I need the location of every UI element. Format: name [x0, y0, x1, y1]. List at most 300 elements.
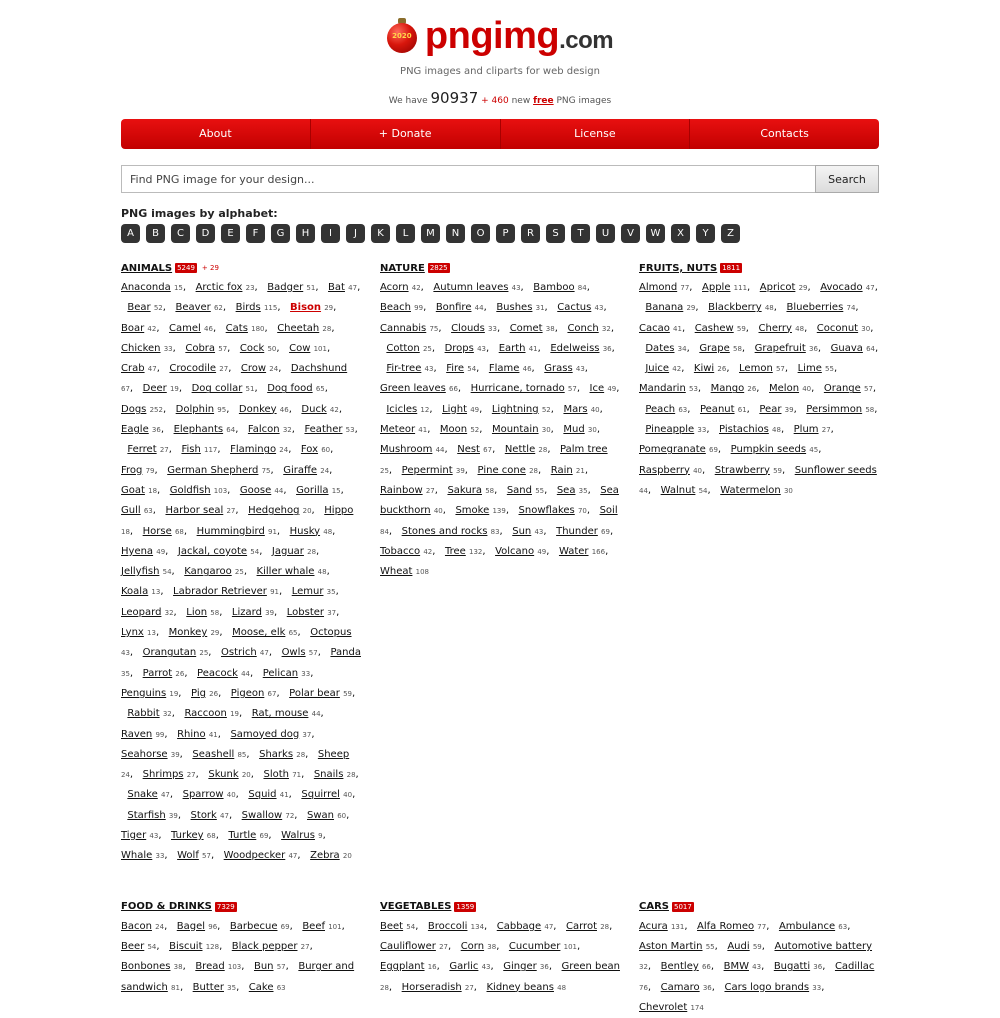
item-link[interactable]: Cobra — [185, 342, 216, 354]
item-link[interactable]: Rain — [550, 464, 573, 476]
item-link[interactable]: Raven — [121, 728, 153, 740]
item-link[interactable]: Grape — [699, 342, 730, 354]
item-link[interactable]: Ice — [589, 383, 605, 395]
item-link[interactable]: Light — [442, 403, 468, 415]
item-link[interactable]: Pomegranate — [639, 444, 706, 456]
item-link[interactable]: Bun — [253, 961, 274, 973]
item-link[interactable]: Kangaroo — [184, 566, 232, 578]
item-link[interactable]: Wolf — [177, 850, 199, 862]
item-link[interactable]: Goldfish — [169, 484, 211, 496]
item-link[interactable]: Icicles — [386, 403, 418, 415]
item-link[interactable]: Swan — [307, 809, 335, 821]
letter-g[interactable]: G — [271, 224, 290, 243]
item-link[interactable]: Mushroom — [380, 444, 433, 456]
item-link[interactable]: Cotton — [386, 342, 420, 354]
item-link[interactable]: Squirrel — [301, 789, 340, 801]
item-count: 77 — [757, 922, 767, 931]
item-link[interactable]: Swallow — [241, 809, 283, 821]
item-link[interactable]: Rhino — [177, 728, 206, 740]
item-link[interactable]: Sharks — [259, 748, 294, 760]
item-link[interactable]: Eggplant — [380, 961, 425, 973]
item-link[interactable]: Beef — [302, 920, 325, 932]
item-count: 54 — [698, 486, 708, 495]
item-link[interactable]: Woodpecker — [223, 850, 286, 862]
item-link[interactable]: Orangutan — [142, 647, 197, 659]
item-link[interactable]: Grapefruit — [754, 342, 806, 354]
item-link[interactable]: Moon — [439, 424, 468, 436]
site-logo[interactable] — [121, 0, 879, 60]
item-count: 42 — [147, 324, 157, 333]
letter-v[interactable]: V — [621, 224, 640, 243]
item-link[interactable]: Flame — [488, 363, 520, 375]
item-link[interactable]: Duck — [301, 403, 327, 415]
item-link[interactable]: Soil — [599, 505, 618, 517]
item-link[interactable]: Penguins — [121, 687, 167, 699]
item-link[interactable]: Butter — [192, 981, 224, 993]
letter-x[interactable]: X — [671, 224, 690, 243]
item-link[interactable]: Edelweiss — [550, 342, 600, 354]
item-link[interactable]: Pineapple — [645, 424, 695, 436]
letter-f[interactable]: F — [246, 224, 265, 243]
item-link[interactable]: Clouds — [451, 322, 485, 334]
nav-about[interactable]: About — [121, 119, 311, 149]
item-link[interactable]: Crab — [121, 363, 145, 375]
item-link[interactable]: Snake — [127, 789, 158, 801]
item-link[interactable]: Sea — [556, 484, 576, 496]
total-count: 90937 — [430, 89, 479, 107]
item-link[interactable]: German Shepherd — [167, 464, 259, 476]
item-link[interactable]: Falcon — [247, 424, 280, 436]
item-link[interactable]: Sunflower seeds — [794, 464, 877, 476]
item-link[interactable]: Husky — [289, 525, 321, 537]
letter-t[interactable]: T — [571, 224, 590, 243]
item-link[interactable]: Walrus — [281, 830, 315, 842]
item-link[interactable]: Beaver — [175, 302, 211, 314]
item-link[interactable]: Dolphin — [175, 403, 215, 415]
item-link[interactable]: Lemur — [291, 586, 324, 598]
item-link[interactable]: Hippo — [324, 505, 354, 517]
letter-n[interactable]: N — [446, 224, 465, 243]
item-link[interactable]: Audi — [727, 940, 750, 952]
item-link[interactable]: Anaconda — [121, 282, 171, 293]
letter-m[interactable]: M — [421, 224, 440, 243]
list-item — [661, 485, 708, 496]
item-link[interactable]: Watermelon — [720, 484, 781, 496]
item-link[interactable]: Hyena — [121, 545, 154, 557]
item-link[interactable]: Smoke — [455, 505, 490, 517]
list-item — [739, 363, 785, 374]
item-link[interactable]: Horseradish — [401, 981, 462, 993]
item-link[interactable]: Rabbit — [127, 708, 160, 720]
item-link[interactable]: Eagle — [121, 424, 149, 436]
item-link[interactable]: Hummingbird — [196, 525, 265, 537]
item-link[interactable]: Ostrich — [221, 647, 257, 659]
item-link[interactable]: Kiwi — [693, 363, 715, 375]
item-link[interactable]: Avocado — [820, 282, 863, 293]
item-link[interactable]: Guava — [830, 342, 863, 354]
item-link[interactable]: Zebra — [310, 850, 340, 862]
item-link[interactable]: Boar — [121, 322, 145, 334]
item-link[interactable]: Fire — [446, 363, 465, 375]
category-title[interactable]: FRUITS, NUTS — [639, 262, 718, 274]
item-link[interactable]: Broccoli — [427, 920, 468, 932]
item-link[interactable]: Whale — [121, 850, 153, 862]
item-link[interactable]: Orange — [823, 383, 861, 395]
item-link[interactable]: Sun — [512, 525, 532, 537]
item-link[interactable]: Giraffe — [283, 464, 318, 476]
item-link[interactable]: Cars logo brands — [724, 981, 810, 993]
item-link[interactable]: Shrimps — [142, 769, 184, 781]
item-link[interactable]: Owls — [281, 647, 306, 659]
item-link[interactable]: Donkey — [238, 403, 277, 415]
item-link[interactable]: Bushes — [496, 302, 533, 314]
category-title[interactable]: ANIMALS — [121, 262, 173, 274]
category-title[interactable]: FOOD & DRINKS — [121, 901, 212, 913]
item-link[interactable]: Almond — [639, 282, 678, 293]
list-item — [499, 343, 538, 354]
item-link[interactable]: Wheat — [380, 566, 413, 578]
letter-w[interactable]: W — [646, 224, 665, 243]
item-link[interactable]: Acorn — [380, 282, 409, 293]
item-link[interactable]: Ambulance — [778, 920, 836, 932]
item-link[interactable]: Rat, mouse — [251, 708, 309, 720]
item-link[interactable]: Birds — [235, 302, 261, 314]
nav-license[interactable]: License — [501, 119, 691, 149]
item-link[interactable]: Octopus — [310, 627, 352, 639]
item-link[interactable]: Cats — [225, 322, 248, 334]
item-link[interactable]: Cock — [239, 342, 265, 354]
list-item — [566, 921, 609, 932]
item-link[interactable]: Green leaves — [380, 383, 446, 395]
item-link[interactable]: Tobacco — [380, 545, 421, 557]
item-link[interactable]: Horse — [142, 525, 172, 537]
item-link[interactable]: Beet — [380, 920, 404, 932]
letter-p[interactable]: P — [496, 224, 515, 243]
list-item — [249, 982, 286, 993]
item-link[interactable]: Pig — [191, 687, 206, 699]
item-link[interactable]: Cake — [248, 981, 274, 993]
list-item — [272, 546, 316, 557]
item-link[interactable]: Bear — [127, 302, 151, 314]
item-link[interactable]: Mango — [710, 383, 745, 395]
item-link[interactable]: Harbor seal — [165, 505, 224, 517]
item-link[interactable]: Earth — [498, 342, 526, 354]
item-link[interactable]: Bagel — [176, 920, 206, 932]
item-link[interactable]: Samoyed dog — [230, 728, 300, 740]
item-link[interactable]: Goat — [121, 484, 145, 496]
item-link[interactable]: Polar bear — [289, 687, 340, 699]
item-link[interactable]: Seashell — [192, 748, 235, 760]
item-link[interactable]: Raccoon — [184, 708, 227, 720]
item-link[interactable]: Dates — [645, 342, 675, 354]
item-link[interactable]: Peach — [645, 403, 676, 415]
item-link[interactable]: Moose, elk — [232, 627, 286, 639]
item-link[interactable]: Camel — [169, 322, 201, 334]
item-link[interactable]: Cherry — [758, 322, 792, 334]
item-link[interactable]: Elephants — [173, 424, 224, 436]
letter-h[interactable]: H — [296, 224, 315, 243]
item-link[interactable]: Arctic fox — [195, 282, 243, 293]
item-link[interactable]: Mars — [563, 403, 588, 415]
item-link[interactable]: Walnut — [660, 484, 696, 496]
item-link[interactable]: Goose — [239, 484, 272, 496]
item-link[interactable]: Pelican — [262, 667, 299, 679]
item-link[interactable]: Juice — [645, 363, 670, 375]
item-link[interactable]: Bonbones — [121, 961, 171, 973]
item-link[interactable]: Frog — [121, 464, 143, 476]
item-link[interactable]: Tiger — [121, 830, 147, 842]
item-link[interactable]: Pigeon — [230, 687, 265, 699]
item-link[interactable]: Coconut — [816, 322, 859, 334]
item-link[interactable]: Stones and rocks — [401, 525, 488, 537]
item-link[interactable]: Mud — [563, 424, 585, 436]
item-link[interactable]: Green bean — [561, 961, 620, 973]
list-item — [708, 302, 774, 313]
item-link[interactable]: Killer whale — [256, 566, 315, 578]
item-link[interactable]: Pine cone — [477, 464, 526, 476]
item-link[interactable]: Strawberry — [714, 464, 770, 476]
item-link[interactable]: Bugatti — [773, 961, 811, 973]
item-link[interactable]: Bentley — [660, 961, 699, 973]
item-count: 46 — [522, 365, 532, 374]
brand-name[interactable]: pngimg.com — [424, 14, 614, 57]
search-input[interactable] — [121, 165, 815, 193]
item-link[interactable]: Sloth — [263, 769, 289, 781]
category-row — [121, 260, 879, 867]
item-link[interactable]: Volcano — [495, 545, 535, 557]
item-link[interactable]: Dachshund — [290, 363, 348, 375]
item-link[interactable]: Gorilla — [296, 484, 329, 496]
item-link[interactable]: Ginger — [503, 961, 537, 973]
item-link[interactable]: Dog food — [267, 383, 313, 395]
item-link[interactable]: Stork — [190, 809, 217, 821]
item-link[interactable]: Sand — [506, 484, 532, 496]
item-link[interactable]: Bread — [195, 961, 225, 973]
item-link[interactable]: Drops — [444, 342, 474, 354]
item-link[interactable]: Jackal, coyote — [177, 545, 248, 557]
item-link[interactable]: Biscuit — [169, 940, 203, 952]
item-link[interactable]: Snowflakes — [518, 505, 575, 517]
item-link[interactable]: Lightning — [491, 403, 539, 415]
item-link[interactable]: Meteor — [380, 424, 416, 436]
category-title[interactable]: VEGETABLES — [380, 901, 452, 913]
search-button[interactable]: Search — [815, 165, 879, 193]
item-link[interactable]: Melon — [769, 383, 800, 395]
item-link[interactable]: Cactus — [557, 302, 592, 314]
item-link[interactable]: Cannabis — [380, 322, 427, 334]
item-link[interactable]: Comet — [509, 322, 543, 334]
item-link[interactable]: Ferret — [127, 444, 157, 456]
item-link[interactable]: Skunk — [208, 769, 239, 781]
item-link[interactable]: Sheep — [317, 748, 350, 760]
item-link[interactable]: Bison — [290, 302, 322, 314]
item-link[interactable]: Lobster — [286, 606, 325, 618]
item-count: 49 — [156, 547, 166, 556]
item-link[interactable]: Crow — [240, 363, 267, 375]
item-link[interactable]: Autumn leaves — [433, 282, 509, 293]
item-link[interactable]: Monkey — [168, 627, 208, 639]
item-link[interactable]: Fox — [300, 444, 319, 456]
item-count: 40 — [693, 466, 702, 475]
item-link[interactable]: Bonfire — [435, 302, 472, 314]
item-count: 49 — [607, 385, 617, 394]
item-link[interactable]: Grass — [544, 363, 573, 375]
item-link[interactable]: Tree — [444, 545, 466, 557]
item-link[interactable]: Automotive battery — [774, 940, 873, 952]
letter-s[interactable]: S — [546, 224, 565, 243]
letter-y[interactable]: Y — [696, 224, 715, 243]
item-link[interactable]: Kidney beans — [486, 981, 554, 993]
category-title[interactable]: CARS — [639, 901, 669, 913]
letter-z[interactable]: Z — [721, 224, 740, 243]
category-title[interactable]: NATURE — [380, 262, 425, 274]
item-link[interactable]: Cow — [289, 342, 311, 354]
letter-j[interactable]: J — [346, 224, 365, 243]
item-link[interactable]: BMW — [723, 961, 749, 973]
item-link[interactable]: Chicken — [121, 342, 161, 354]
item-link[interactable]: Lime — [797, 363, 822, 375]
item-link[interactable]: Lemon — [739, 363, 773, 375]
item-link[interactable]: Pistachios — [719, 424, 769, 436]
item-link[interactable]: Mandarin — [639, 383, 686, 395]
item-link[interactable]: Lizard — [231, 606, 262, 618]
item-link[interactable]: Plum — [793, 424, 819, 436]
item-link[interactable]: Carrot — [566, 920, 597, 932]
item-link[interactable]: Sakura — [447, 484, 482, 496]
item-link[interactable]: Lynx — [121, 627, 144, 639]
item-count: 45 — [809, 446, 819, 455]
item-link[interactable]: Snails — [313, 769, 344, 781]
item-link[interactable]: Beach — [380, 302, 411, 314]
item-link[interactable]: Apple — [702, 282, 731, 293]
item-link[interactable]: Gull — [121, 505, 141, 517]
list-item — [495, 546, 546, 557]
item-link[interactable]: Corn — [460, 940, 485, 952]
item-link[interactable]: Lion — [186, 606, 208, 618]
letter-a[interactable]: A — [121, 224, 140, 243]
item-link[interactable]: Nest — [457, 444, 480, 456]
item-link[interactable]: Bamboo — [533, 282, 575, 293]
item-link[interactable]: Jaguar — [271, 545, 304, 557]
item-link[interactable]: Hurricane, tornado — [470, 383, 565, 395]
item-link[interactable]: Seahorse — [121, 748, 168, 760]
item-count: 108 — [415, 568, 429, 577]
item-link[interactable]: Squid — [248, 789, 277, 801]
letter-l[interactable]: L — [396, 224, 415, 243]
item-link[interactable]: Feather — [304, 424, 343, 436]
item-link[interactable]: Blackberry — [708, 302, 762, 314]
item-link[interactable]: Deer — [142, 383, 167, 395]
item-count: 66 — [701, 963, 711, 972]
item-link[interactable]: Burger and sandwich — [121, 961, 355, 993]
item-link[interactable]: Cauliflower — [380, 940, 436, 952]
item-link[interactable]: Banana — [645, 302, 684, 314]
item-link[interactable]: Garlic — [449, 961, 479, 973]
item-link[interactable]: Palm tree — [560, 444, 608, 456]
item-link[interactable]: Labrador Retriever — [173, 586, 267, 598]
letter-e[interactable]: E — [221, 224, 240, 243]
item-link[interactable]: Acura — [639, 920, 668, 932]
item-link[interactable]: Raspberry — [639, 464, 690, 476]
item-link[interactable]: Apricot — [759, 282, 796, 293]
letter-i[interactable]: I — [321, 224, 340, 243]
item-link[interactable]: Jellyfish — [121, 566, 160, 578]
item-link[interactable]: Alfa Romeo — [697, 920, 755, 932]
item-link[interactable]: Leopard — [121, 606, 162, 618]
item-link[interactable]: Conch — [567, 322, 599, 334]
item-link[interactable]: Sea buckthorn — [380, 484, 619, 517]
item-link[interactable]: Koala — [121, 586, 149, 598]
item-link[interactable]: Starfish — [127, 809, 166, 821]
item-link[interactable]: Cucumber — [508, 940, 561, 952]
item-link[interactable]: Flamingo — [230, 444, 277, 456]
item-link[interactable]: Pepermint — [401, 464, 453, 476]
item-link[interactable]: Mountain — [491, 424, 539, 436]
item-link[interactable]: Cacao — [639, 322, 670, 334]
item-link[interactable]: Bacon — [121, 920, 152, 932]
item-link[interactable]: Peanut — [699, 403, 735, 415]
item-link[interactable]: Dogs — [121, 403, 147, 415]
nav-donate[interactable]: + Donate — [311, 119, 501, 149]
item-link[interactable]: Panda — [330, 647, 361, 659]
item-link[interactable]: Thunder — [556, 525, 598, 537]
item-link[interactable]: Fish — [181, 444, 201, 456]
item-link[interactable]: Rainbow — [380, 484, 423, 496]
item-link[interactable]: Turkey — [171, 830, 204, 842]
item-link[interactable]: Dog collar — [191, 383, 243, 395]
item-link[interactable]: Fir-tree — [386, 363, 422, 375]
item-count: 47 — [544, 922, 554, 931]
item-link[interactable]: Cabbage — [496, 920, 542, 932]
item-link[interactable]: Barbecue — [229, 920, 278, 932]
item-link[interactable]: Crocodile — [169, 363, 217, 375]
item-link[interactable]: Sparrow — [182, 789, 224, 801]
item-link[interactable]: Cheetah — [277, 322, 320, 334]
item-link[interactable]: Camaro — [660, 981, 700, 993]
item-link[interactable]: Nettle — [504, 444, 536, 456]
item-link[interactable]: Pumpkin seeds — [730, 444, 807, 456]
item-link[interactable]: Hedgehog — [248, 505, 300, 517]
item-link[interactable]: Bat — [328, 282, 345, 293]
list-item — [711, 383, 757, 394]
item-link[interactable]: Black pepper — [231, 940, 298, 952]
list-item — [402, 526, 500, 537]
letter-b[interactable]: B — [146, 224, 165, 243]
item-link[interactable]: Chevrolet — [639, 1001, 688, 1013]
letter-k[interactable]: K — [371, 224, 390, 243]
item-link[interactable]: Persimmon — [806, 403, 863, 415]
letter-d[interactable]: D — [196, 224, 215, 243]
item-link[interactable]: Cadillac — [834, 961, 875, 973]
item-link[interactable]: Cashew — [694, 322, 734, 334]
item-link[interactable]: Parrot — [142, 667, 173, 679]
letter-u[interactable]: U — [596, 224, 615, 243]
letter-o[interactable]: O — [471, 224, 490, 243]
item-link[interactable]: Blueberries — [786, 302, 844, 314]
item-link[interactable]: Water — [558, 545, 589, 557]
item-link[interactable]: Pear — [759, 403, 782, 415]
item-link[interactable]: Aston Martin — [639, 940, 703, 952]
item-count: 51 — [306, 284, 316, 292]
item-link[interactable]: Badger — [267, 282, 304, 293]
free-link[interactable]: free — [533, 96, 554, 106]
nav-contacts[interactable]: Contacts — [760, 127, 809, 140]
letter-r[interactable]: R — [521, 224, 540, 243]
item-link[interactable]: Turtle — [228, 830, 257, 842]
item-link[interactable]: Peacock — [197, 667, 238, 679]
letter-c[interactable]: C — [171, 224, 190, 243]
item-link[interactable]: Beer — [121, 940, 145, 952]
